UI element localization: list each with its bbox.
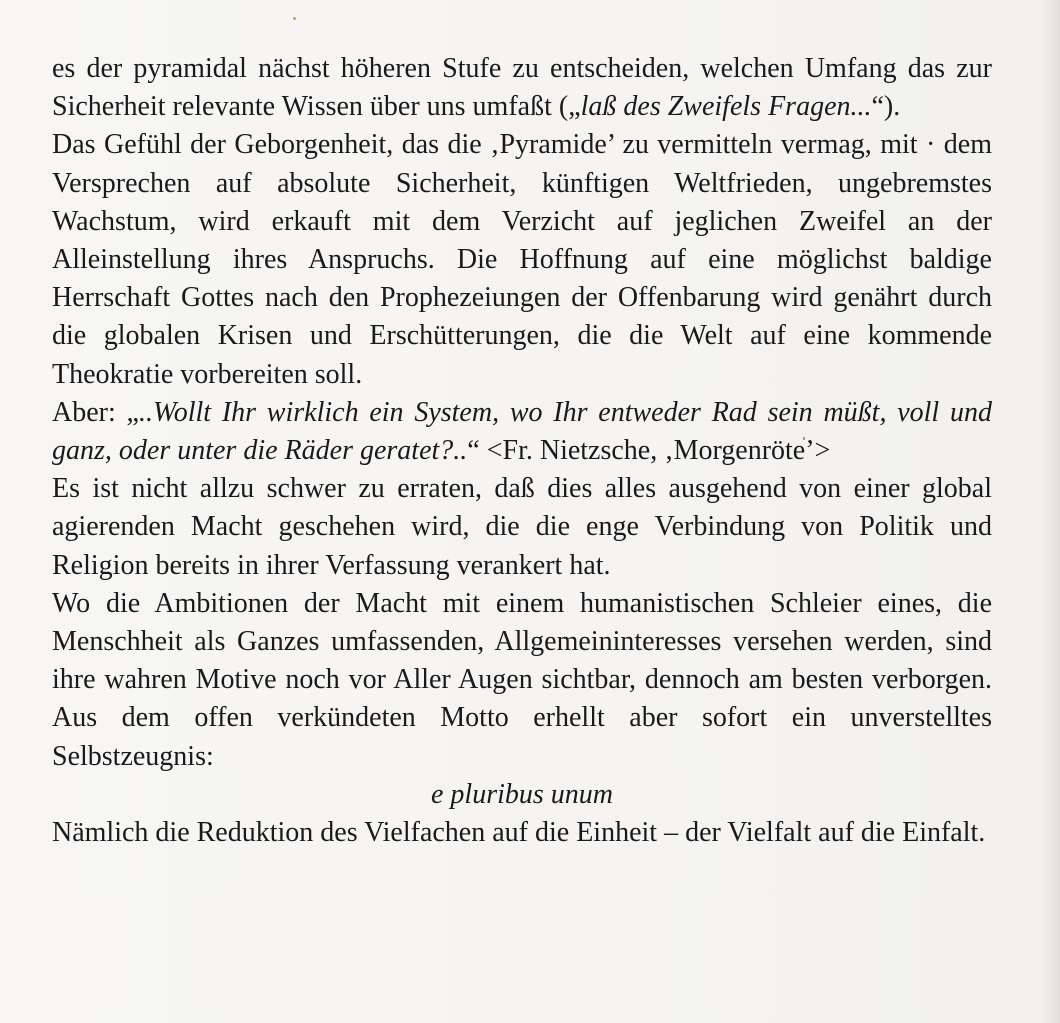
motto: e pluribus unum — [431, 778, 613, 810]
page-edge-shadow — [1040, 0, 1060, 1023]
paragraph-5: Wo die Ambitionen der Macht mit einem humanistischen Schleier eines, die Menschheit als Ganzes umfassenden, Allgemeininteresses versehen werden, sind ihre wahren Motive noch vor Aller Augen sichtbar, dennoch am besten verborgen. Aus dem offen verkündeten Motto erhellt aber sofort ein unverstelltes Selbstzeugnis: — [52, 587, 992, 772]
paragraph-1-quote: laß des Zweifels Fragen... — [580, 91, 872, 123]
body-text — [52, 50, 992, 852]
paper-speck — [293, 17, 296, 20]
nietzsche-quote: ..Wollt Ihr wirklich ein System, wo Ihr entweder Rad sein müßt, voll und ganz, oder unter die Räder geratet?.. — [52, 396, 992, 467]
paragraph-3 — [52, 394, 992, 470]
paragraph-3-lead: Aber: „ — [52, 396, 139, 428]
paragraph-1 — [52, 50, 992, 126]
quote-citation: “ <Fr. Nietzsche, ‚Morgenröte’> — [467, 435, 831, 467]
paragraph-6: Nämlich die Reduktion des Vielfachen auf die Einheit – der Vielfalt auf die Einfalt. — [52, 817, 986, 849]
paragraph-4: Es ist nicht allzu schwer zu erraten, daß dies alles ausgehend von einer global agierenden Macht geschehen wird, die die enge Verbindung von Politik und Religion bereits in ihrer Verfassung verankert hat. — [52, 473, 992, 581]
paragraph-2: Das Gefühl der Geborgenheit, das die ‚Pyramide’ zu vermitteln vermag, mit · dem Versprechen auf absolute Sicherheit, künftigen Weltfrieden, ungebremstes Wachstum, wird erkauft mit dem Verzicht auf jeglichen Zweifel an der Alleinstellung ihres Anspruchs. Die Hoffnung auf eine möglichst baldige Herrschaft Gottes nach den Prophezeiungen der Offenbarung wird genährt durch die globalen Krisen und Erschütterungen, die die Welt auf eine kommende Theokratie vorbereiten soll. — [52, 129, 992, 390]
paragraph-1-text: es der pyramidal nächst höheren Stufe zu entscheiden, welchen Umfang das zur Sicherheit relevante Wissen über uns umfaßt („ — [52, 53, 992, 123]
paragraph-1-end: “). — [871, 91, 901, 123]
